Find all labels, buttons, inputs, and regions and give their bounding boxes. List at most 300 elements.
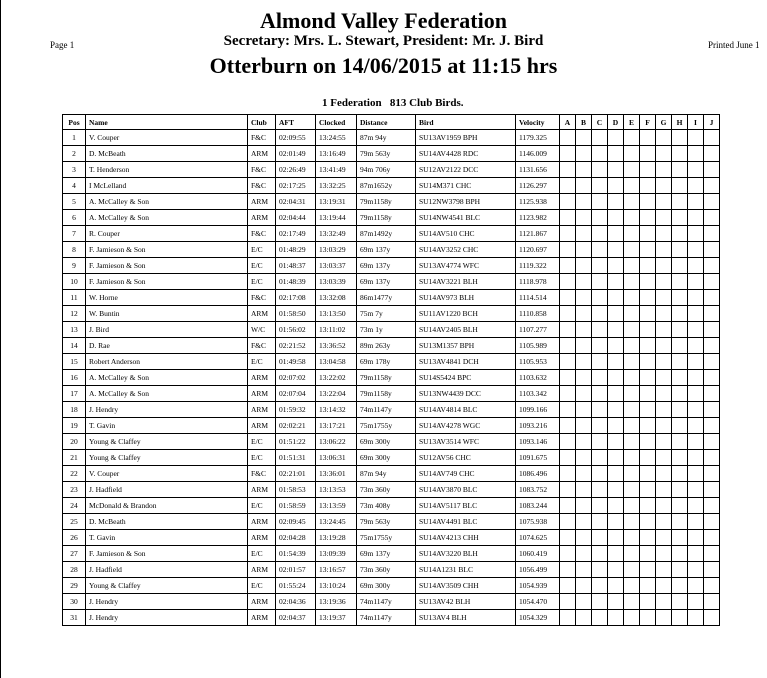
table-cell: 1123.982 [516, 210, 560, 226]
table-cell: SU13NW4439 DCC [416, 386, 516, 402]
empty-cell [704, 562, 720, 578]
table-cell: 1091.675 [516, 450, 560, 466]
table-cell: 13:11:02 [316, 322, 357, 338]
empty-cell [704, 130, 720, 146]
empty-cell [592, 466, 608, 482]
empty-cell [672, 594, 688, 610]
empty-cell [624, 498, 640, 514]
table-cell: 1107.277 [516, 322, 560, 338]
empty-cell [592, 562, 608, 578]
empty-cell [560, 594, 576, 610]
table-cell: J. Hendry [86, 594, 248, 610]
table-cell: 69m 178y [357, 354, 416, 370]
table-cell: 21 [63, 450, 86, 466]
empty-cell [560, 514, 576, 530]
empty-cell [704, 610, 720, 626]
empty-cell [560, 418, 576, 434]
empty-cell [608, 434, 624, 450]
table-cell: F&C [248, 130, 276, 146]
table-row [63, 242, 720, 258]
table-cell: ARM [248, 610, 276, 626]
empty-cell [656, 194, 672, 210]
empty-cell [608, 258, 624, 274]
empty-cell [624, 194, 640, 210]
table-cell: SU14AV3870 BLC [416, 482, 516, 498]
empty-cell [640, 194, 656, 210]
table-cell: F&C [248, 226, 276, 242]
empty-cell [576, 482, 592, 498]
table-cell: 10 [63, 274, 86, 290]
table-cell: 01:58:59 [276, 498, 316, 514]
table-cell: 73m 360y [357, 562, 416, 578]
table-cell: 1121.867 [516, 226, 560, 242]
empty-cell [672, 450, 688, 466]
table-cell: V. Couper [86, 130, 248, 146]
empty-cell [608, 146, 624, 162]
table-cell: F&C [248, 290, 276, 306]
empty-cell [656, 514, 672, 530]
empty-cell [688, 146, 704, 162]
table-cell: SU14AV4814 BLC [416, 402, 516, 418]
empty-cell [688, 162, 704, 178]
empty-cell [576, 402, 592, 418]
table-cell: McDonald & Brandon [86, 498, 248, 514]
table-cell: D. McBeath [86, 514, 248, 530]
table-row [63, 482, 720, 498]
empty-cell [704, 482, 720, 498]
empty-cell [576, 146, 592, 162]
table-cell: SU11AV1220 BCH [416, 306, 516, 322]
empty-cell [592, 162, 608, 178]
table-cell: 02:07:02 [276, 370, 316, 386]
empty-cell [608, 418, 624, 434]
column-header: A [560, 115, 576, 130]
empty-cell [688, 210, 704, 226]
empty-cell [576, 242, 592, 258]
empty-cell [560, 338, 576, 354]
table-cell: SU14NW4541 BLC [416, 210, 516, 226]
table-cell: 17 [63, 386, 86, 402]
page-left-border [0, 0, 1, 678]
empty-cell [656, 162, 672, 178]
table-cell: 01:51:22 [276, 434, 316, 450]
empty-cell [656, 530, 672, 546]
table-cell: F. Jamieson & Son [86, 546, 248, 562]
table-cell: 74m1147y [357, 402, 416, 418]
empty-cell [560, 578, 576, 594]
table-cell: 01:58:53 [276, 482, 316, 498]
empty-cell [704, 466, 720, 482]
table-cell: 01:48:37 [276, 258, 316, 274]
empty-cell [704, 306, 720, 322]
empty-cell [608, 290, 624, 306]
table-cell: ARM [248, 482, 276, 498]
column-header: F [640, 115, 656, 130]
table-cell: 1110.858 [516, 306, 560, 322]
empty-cell [608, 450, 624, 466]
table-cell: 13:10:24 [316, 578, 357, 594]
empty-cell [560, 322, 576, 338]
table-cell: F. Jamieson & Son [86, 242, 248, 258]
empty-cell [688, 274, 704, 290]
table-row [63, 370, 720, 386]
table-cell: 1075.938 [516, 514, 560, 530]
empty-cell [704, 434, 720, 450]
table-row [63, 466, 720, 482]
empty-cell [608, 370, 624, 386]
table-cell: 01:48:39 [276, 274, 316, 290]
empty-cell [688, 370, 704, 386]
table-cell: SU14M371 CHC [416, 178, 516, 194]
table-cell: 20 [63, 434, 86, 450]
empty-cell [624, 610, 640, 626]
empty-cell [688, 546, 704, 562]
table-cell: 79m 563y [357, 514, 416, 530]
empty-cell [640, 466, 656, 482]
empty-cell [576, 450, 592, 466]
table-row [63, 258, 720, 274]
table-cell: SU12AV2122 DCC [416, 162, 516, 178]
table-cell: 13:19:36 [316, 594, 357, 610]
empty-cell [592, 450, 608, 466]
empty-cell [592, 274, 608, 290]
column-header: B [576, 115, 592, 130]
empty-cell [688, 498, 704, 514]
empty-cell [672, 322, 688, 338]
table-cell: 69m 300y [357, 434, 416, 450]
empty-cell [624, 386, 640, 402]
table-cell: ARM [248, 514, 276, 530]
empty-cell [576, 546, 592, 562]
empty-cell [688, 466, 704, 482]
table-cell: F&C [248, 162, 276, 178]
table-cell: Young & Claffey [86, 450, 248, 466]
column-header: Velocity [516, 115, 560, 130]
empty-cell [672, 194, 688, 210]
table-cell: ARM [248, 146, 276, 162]
empty-cell [576, 322, 592, 338]
table-cell: 13:22:02 [316, 370, 357, 386]
empty-cell [624, 306, 640, 322]
table-cell: 30 [63, 594, 86, 610]
empty-cell [656, 402, 672, 418]
empty-cell [592, 434, 608, 450]
empty-cell [656, 130, 672, 146]
table-cell: SU14AV749 CHC [416, 466, 516, 482]
empty-cell [608, 242, 624, 258]
empty-cell [560, 146, 576, 162]
empty-cell [608, 386, 624, 402]
empty-cell [624, 370, 640, 386]
table-cell: 13:17:21 [316, 418, 357, 434]
empty-cell [640, 610, 656, 626]
empty-cell [608, 274, 624, 290]
printed-date: Printed June 1 [708, 40, 760, 50]
empty-cell [592, 402, 608, 418]
table-cell: 02:09:45 [276, 514, 316, 530]
empty-cell [672, 370, 688, 386]
empty-cell [624, 450, 640, 466]
empty-cell [592, 482, 608, 498]
table-cell: J. Bird [86, 322, 248, 338]
table-cell: 7 [63, 226, 86, 242]
table-cell: SU13AV4774 WFC [416, 258, 516, 274]
empty-cell [704, 514, 720, 530]
club-birds-label: 813 Club Birds. [389, 97, 464, 109]
empty-cell [560, 354, 576, 370]
table-cell: 1131.656 [516, 162, 560, 178]
table-cell: 3 [63, 162, 86, 178]
table-cell: 1126.297 [516, 178, 560, 194]
table-cell: 1083.752 [516, 482, 560, 498]
empty-cell [560, 466, 576, 482]
empty-cell [672, 546, 688, 562]
empty-cell [592, 322, 608, 338]
table-cell: 12 [63, 306, 86, 322]
table-cell: 6 [63, 210, 86, 226]
table-cell: 1103.632 [516, 370, 560, 386]
empty-cell [704, 578, 720, 594]
empty-cell [640, 242, 656, 258]
empty-cell [592, 338, 608, 354]
empty-cell [688, 178, 704, 194]
table-row [63, 226, 720, 242]
empty-cell [688, 338, 704, 354]
table-cell: 22 [63, 466, 86, 482]
table-cell: A. McCalley & Son [86, 370, 248, 386]
table-cell: F. Jamieson & Son [86, 274, 248, 290]
empty-cell [688, 242, 704, 258]
empty-cell [640, 322, 656, 338]
empty-cell [672, 146, 688, 162]
empty-cell [688, 610, 704, 626]
table-cell: ARM [248, 370, 276, 386]
empty-cell [656, 146, 672, 162]
empty-cell [592, 370, 608, 386]
table-cell: 02:04:31 [276, 194, 316, 210]
empty-cell [624, 546, 640, 562]
column-header: C [592, 115, 608, 130]
table-cell: 13:22:04 [316, 386, 357, 402]
empty-cell [576, 194, 592, 210]
table-cell: 02:07:04 [276, 386, 316, 402]
empty-cell [624, 354, 640, 370]
table-cell: 74m1147y [357, 594, 416, 610]
empty-cell [672, 610, 688, 626]
table-cell: 02:17:25 [276, 178, 316, 194]
empty-cell [656, 562, 672, 578]
empty-cell [592, 610, 608, 626]
table-cell: 15 [63, 354, 86, 370]
table-cell: 9 [63, 258, 86, 274]
empty-cell [704, 386, 720, 402]
table-cell: 75m 7y [357, 306, 416, 322]
empty-cell [672, 210, 688, 226]
table-cell: 13:03:39 [316, 274, 357, 290]
empty-cell [608, 482, 624, 498]
column-header: I [688, 115, 704, 130]
empty-cell [576, 290, 592, 306]
table-cell: ARM [248, 402, 276, 418]
empty-cell [608, 466, 624, 482]
empty-cell [688, 418, 704, 434]
empty-cell [608, 338, 624, 354]
empty-cell [592, 290, 608, 306]
empty-cell [624, 466, 640, 482]
table-cell: 13:24:55 [316, 130, 357, 146]
table-cell: 02:04:36 [276, 594, 316, 610]
empty-cell [592, 194, 608, 210]
table-cell: 69m 137y [357, 242, 416, 258]
table-cell: 31 [63, 610, 86, 626]
column-header: J [704, 115, 720, 130]
empty-cell [592, 130, 608, 146]
empty-cell [656, 466, 672, 482]
table-cell: 13:24:45 [316, 514, 357, 530]
table-row [63, 562, 720, 578]
empty-cell [624, 322, 640, 338]
empty-cell [704, 594, 720, 610]
empty-cell [656, 242, 672, 258]
empty-cell [672, 530, 688, 546]
empty-cell [640, 354, 656, 370]
empty-cell [688, 194, 704, 210]
column-header: AFT [276, 115, 316, 130]
empty-cell [576, 130, 592, 146]
table-cell: Young & Claffey [86, 578, 248, 594]
table-cell: 13:03:29 [316, 242, 357, 258]
table-cell: 02:21:01 [276, 466, 316, 482]
table-cell: 87m1492y [357, 226, 416, 242]
table-row [63, 450, 720, 466]
column-header: E [624, 115, 640, 130]
empty-cell [704, 242, 720, 258]
table-cell: SU13AV1959 BPH [416, 130, 516, 146]
table-cell: T. Gavin [86, 418, 248, 434]
empty-cell [688, 562, 704, 578]
empty-cell [576, 466, 592, 482]
empty-cell [656, 482, 672, 498]
table-cell: 87m1652y [357, 178, 416, 194]
empty-cell [656, 594, 672, 610]
empty-cell [640, 578, 656, 594]
empty-cell [560, 434, 576, 450]
table-cell: 02:26:49 [276, 162, 316, 178]
table-cell: ARM [248, 562, 276, 578]
table-cell: 02:17:49 [276, 226, 316, 242]
table-cell: E/C [248, 354, 276, 370]
empty-cell [672, 258, 688, 274]
results-table [62, 114, 720, 626]
empty-cell [576, 498, 592, 514]
empty-cell [640, 594, 656, 610]
empty-cell [704, 418, 720, 434]
table-cell: 79m1158y [357, 194, 416, 210]
column-header: H [672, 115, 688, 130]
empty-cell [560, 242, 576, 258]
table-cell: 1114.514 [516, 290, 560, 306]
empty-cell [656, 354, 672, 370]
empty-cell [624, 274, 640, 290]
table-cell: ARM [248, 386, 276, 402]
empty-cell [704, 274, 720, 290]
table-cell: 1146.009 [516, 146, 560, 162]
empty-cell [560, 386, 576, 402]
table-cell: SU14AV973 BLH [416, 290, 516, 306]
empty-cell [560, 178, 576, 194]
empty-cell [640, 386, 656, 402]
table-cell: 13:06:22 [316, 434, 357, 450]
table-cell: J. Hadfield [86, 482, 248, 498]
table-cell: F&C [248, 338, 276, 354]
table-cell: 1054.470 [516, 594, 560, 610]
empty-cell [560, 546, 576, 562]
column-header: Club [248, 115, 276, 130]
empty-cell [688, 530, 704, 546]
table-cell: 69m 137y [357, 258, 416, 274]
empty-cell [608, 162, 624, 178]
table-cell: 13:36:01 [316, 466, 357, 482]
empty-cell [640, 402, 656, 418]
table-cell: 01:54:39 [276, 546, 316, 562]
empty-cell [688, 290, 704, 306]
empty-cell [656, 578, 672, 594]
table-cell: 13:32:25 [316, 178, 357, 194]
empty-cell [640, 450, 656, 466]
empty-cell [608, 194, 624, 210]
empty-cell [592, 418, 608, 434]
empty-cell [672, 338, 688, 354]
table-cell: W/C [248, 322, 276, 338]
table-cell: E/C [248, 450, 276, 466]
officers-line: Secretary: Mrs. L. Stewart, President: Mr. J. Bird [223, 33, 544, 49]
empty-cell [576, 562, 592, 578]
table-cell: 1074.625 [516, 530, 560, 546]
empty-cell [576, 578, 592, 594]
table-cell: T. Gavin [86, 530, 248, 546]
federation-label: 1 Federation [322, 97, 382, 109]
empty-cell [704, 194, 720, 210]
empty-cell [656, 226, 672, 242]
table-row [63, 274, 720, 290]
empty-cell [640, 258, 656, 274]
empty-cell [640, 274, 656, 290]
empty-cell [608, 514, 624, 530]
empty-cell [704, 450, 720, 466]
table-cell: 5 [63, 194, 86, 210]
table-cell: 87m 94y [357, 130, 416, 146]
empty-cell [560, 130, 576, 146]
table-cell: ARM [248, 418, 276, 434]
empty-cell [576, 370, 592, 386]
empty-cell [640, 338, 656, 354]
table-cell: 13:16:57 [316, 562, 357, 578]
empty-cell [624, 130, 640, 146]
empty-cell [672, 466, 688, 482]
table-cell: SU14AV2405 BLH [416, 322, 516, 338]
empty-cell [624, 242, 640, 258]
table-cell: 13:04:58 [316, 354, 357, 370]
empty-cell [624, 178, 640, 194]
empty-cell [560, 226, 576, 242]
table-cell: 24 [63, 498, 86, 514]
table-cell: 11 [63, 290, 86, 306]
table-cell: 1054.329 [516, 610, 560, 626]
table-cell: SU14AV3220 BLH [416, 546, 516, 562]
empty-cell [656, 418, 672, 434]
table-cell: SU13M1357 BPH [416, 338, 516, 354]
table-cell: SU14AV4278 WGC [416, 418, 516, 434]
